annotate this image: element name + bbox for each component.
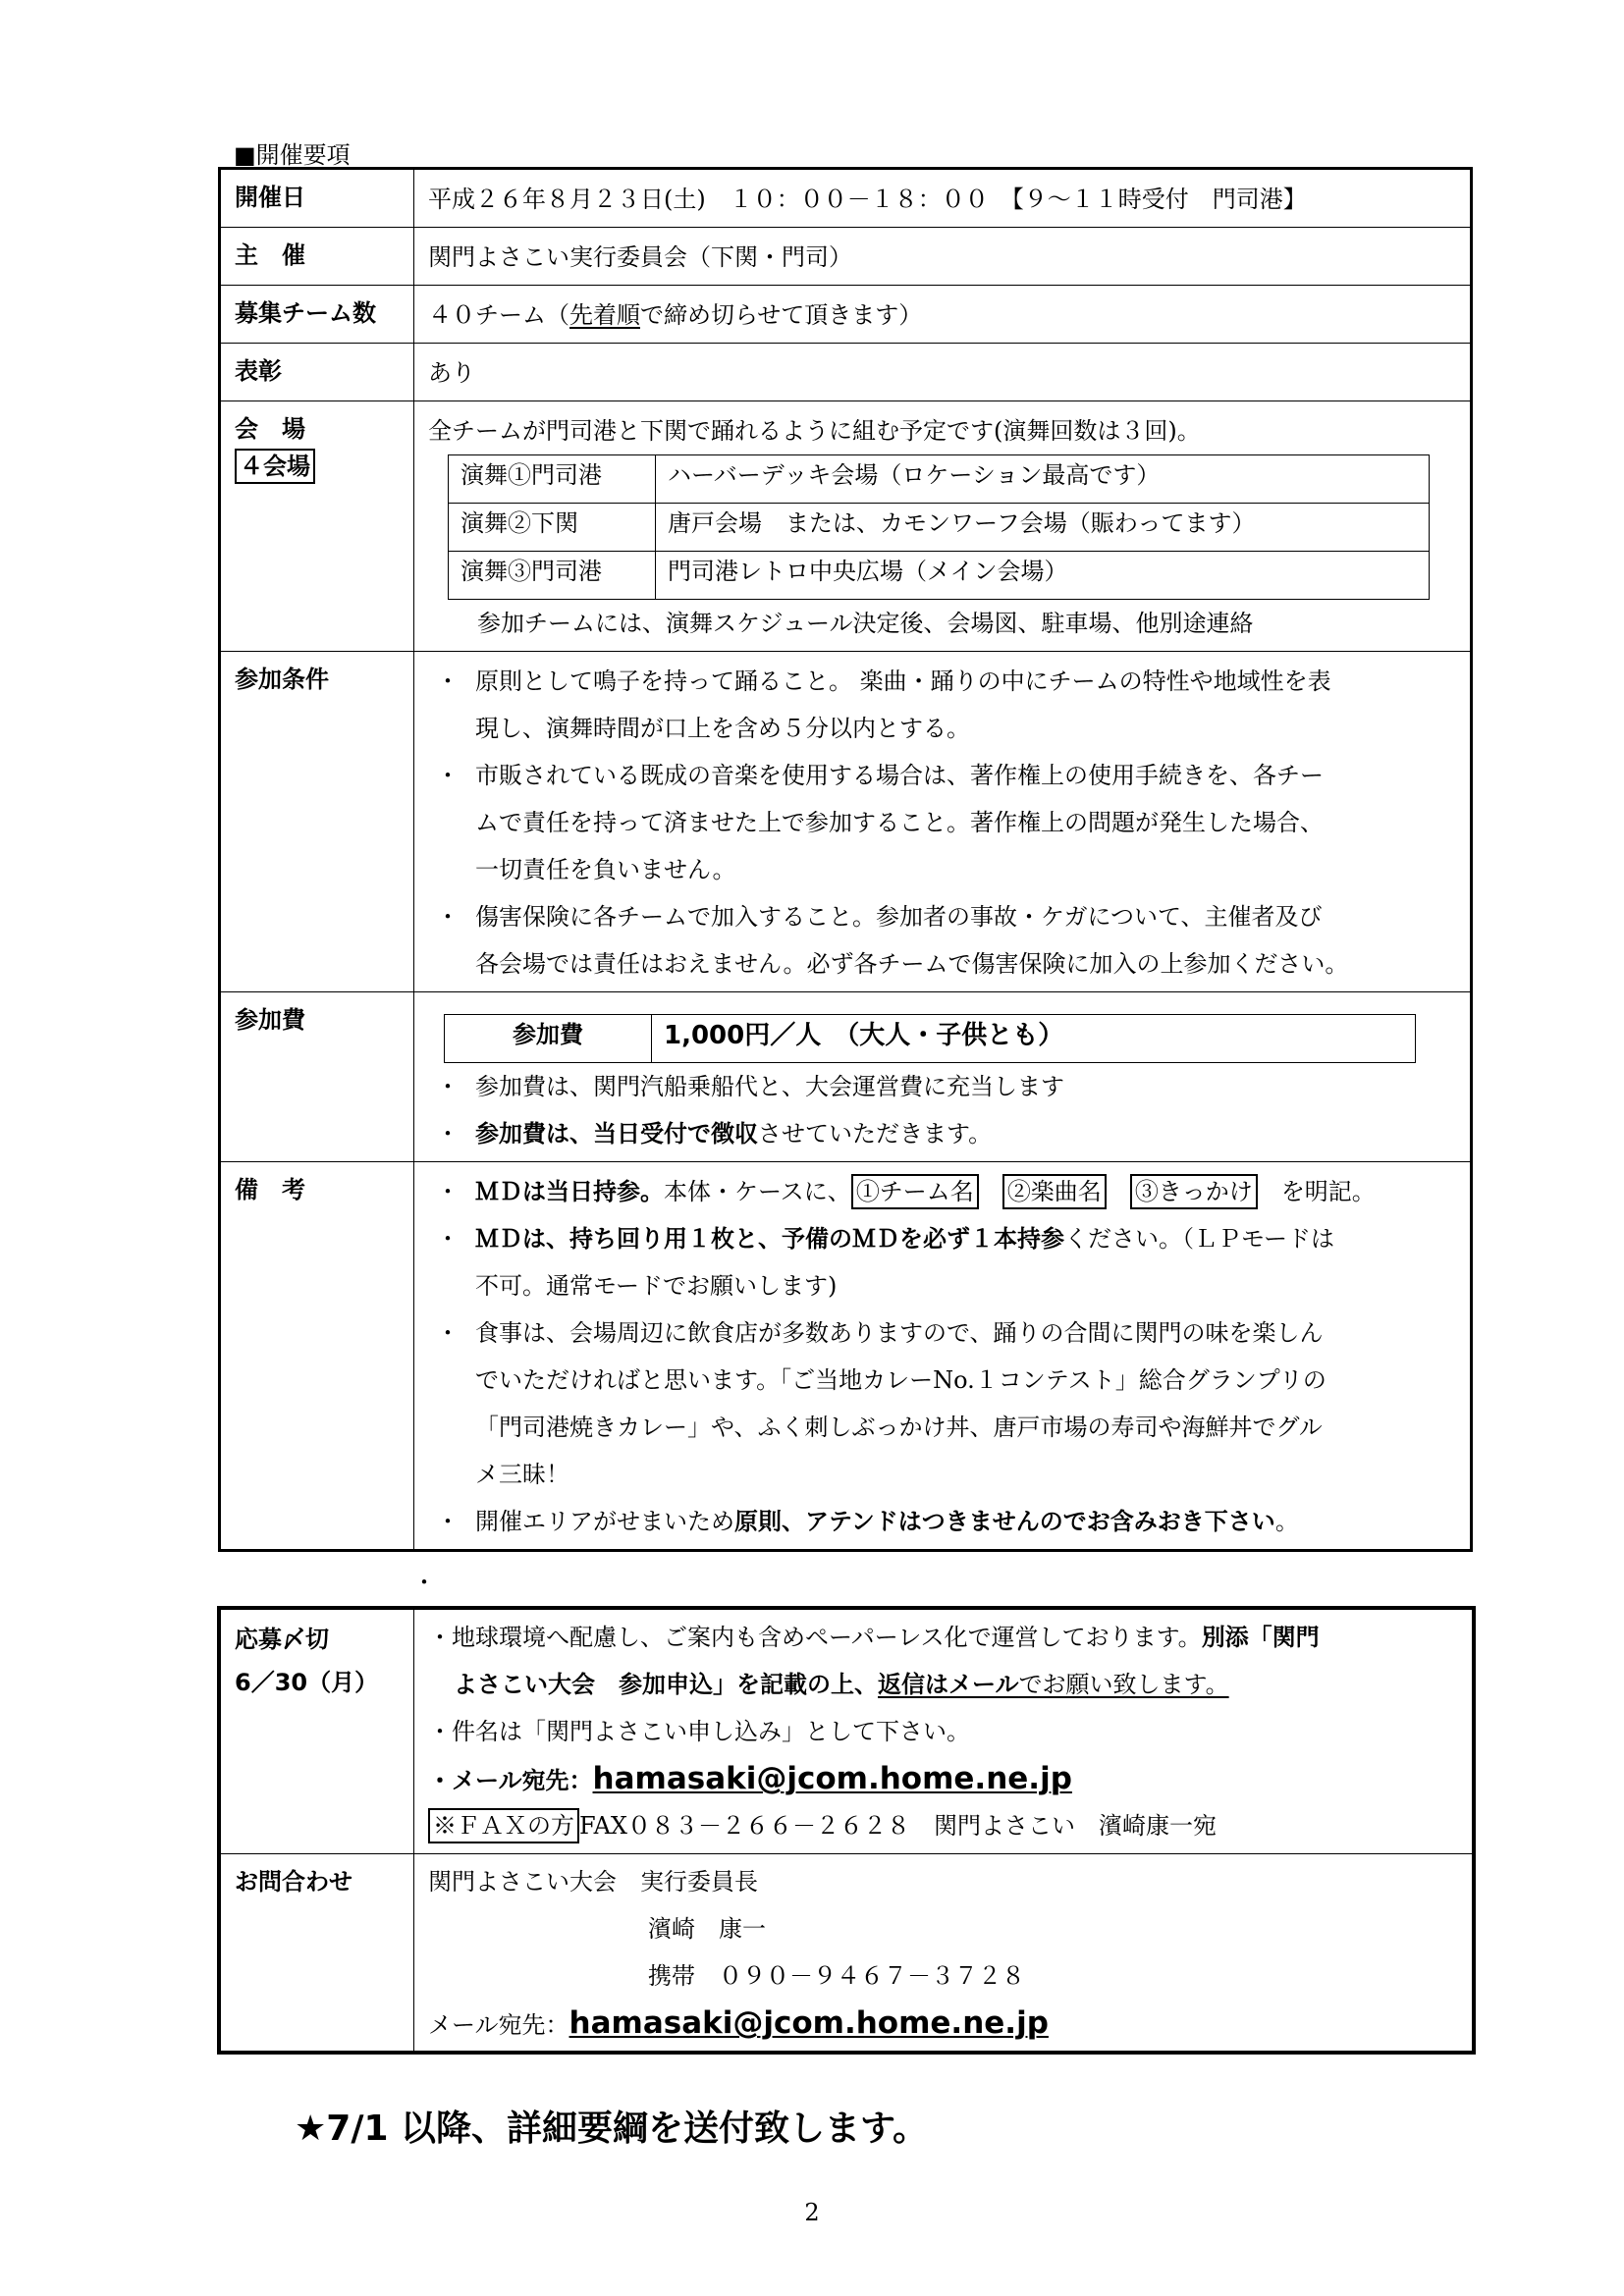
closing-note: ★7/1 以降、詳細要綱を送付致します。 [295,2109,929,2149]
contact-label: お問合わせ [219,1854,414,2054]
condition-line: 原則として鳴子を持って踊ること。 楽曲・踊りの中にチームの特性や地域性を表 [475,667,1331,695]
venue-detail: 唐戸会場 または、カモンワーフ会場（賑わってます） [656,504,1430,552]
venue-row [449,504,1430,552]
conditions-label: 参加条件 [220,652,414,992]
bullet: ・ [436,762,460,789]
remark-item: ・ 開催エリアがせまいため原則、アテンドはつきませんのでお含みおき下さい。 [428,1498,1460,1545]
row-conditions [220,652,1472,992]
bullet: ・ [436,1120,460,1148]
row-teams [220,286,1472,344]
page-number: 2 [804,2199,820,2226]
condition-item [428,752,1460,893]
stray-bullet: ・ [412,1569,436,1596]
host-label: 主 催 [220,228,414,286]
award-value: あり [428,359,475,387]
contact-name: 濱崎 康一 [648,1915,766,1943]
bullet: ・ [436,903,460,931]
bullet: ・ [436,1178,460,1205]
fee-box [444,1014,1416,1063]
deadline-label: 応募〆切 [235,1626,329,1653]
remark-item: ・ ＭＤは、持ち回り用１枚と、予備のＭＤを必ず１本持参ください。（ＬＰモードは 不可。通常モードでお願いします) [428,1215,1460,1309]
condition-line: 現し、演舞時間が口上を含め５分以内とする。 [475,715,970,742]
bullet: ・ [436,1073,460,1100]
venue-name: 演舞③門司港 [449,552,656,600]
venue-intro: 全チームが門司港と下関で踊れるように組む予定です(演舞回数は３回)。 [428,417,1201,445]
deadline-label-cell [219,1608,414,1854]
contact-phone: 携帯 ０９０－９４６７－３７２８ [648,1962,1025,1990]
venue-list-table [448,454,1430,600]
venue-name: 演舞②下関 [449,504,656,552]
venue-name: 演舞①門司港 [449,455,656,504]
row-remarks [220,1162,1472,1551]
fee-note: ・ 参加費は、当日受付で徴収させていただきます。 [428,1110,1460,1157]
row-date [220,169,1472,228]
md-label-team: ①チーム名 [851,1174,979,1209]
remark-item: ・ 食事は、会場周辺に飲食店が多数ありますので、踊りの合間に関門の味を楽しん でいただければと思います。「ご当地カレーNo.１コンテスト」総合グランプリの 「門司港焼きカレー」や、ふく刺しぶっかけ丼、唐戸市場の寿司や海鮮丼でグル メ三昧！ [428,1309,1460,1498]
row-contact: お問合わせ 関門よさこい大会 実行委員長 濱崎 康一 携帯 ０９０－９４６７－３７２８ メール宛先：hamasaki@jcom.home.ne.jp [219,1854,1474,2054]
fee-box-label: 参加費 [445,1015,652,1063]
venue-detail: 門司港レトロ中央広場（メイン会場） [656,552,1430,600]
row-venue [220,401,1472,652]
venue-note: 参加チームには、演舞スケジュール決定後、会場図、駐車場、他別途連絡 [477,610,1254,637]
fee-box-value: 1,000円／人 （大人・子供とも） [652,1015,1416,1063]
bullet: ・ [436,667,460,695]
award-label: 表彰 [220,344,414,401]
bullet: ・ [436,1319,460,1347]
md-label-cue: ③きっかけ [1130,1174,1258,1209]
teams-value: ４０チーム（先着順で締め切らせて頂きます） [428,301,923,329]
condition-line: 市販されている既成の音楽を使用する場合は、著作権上の使用手続きを、各チー [475,762,1324,789]
venue-label: 会 場 [235,415,305,443]
application-table [217,1606,1476,2055]
mail-link[interactable]: hamasaki@jcom.home.ne.jp [592,1761,1072,1796]
condition-item [428,893,1460,988]
fee-label: 参加費 [220,992,414,1162]
remarks-label: 備 考 [220,1162,414,1551]
event-details-table [218,167,1473,1552]
row-award [220,344,1472,401]
venue-badge: ４会場 [235,449,315,484]
date-value: 平成２６年８月２３日(土) １０：００－１８：００ 【９～１１時受付 門司港】 [428,186,1307,213]
teams-label: 募集チーム数 [220,286,414,344]
remark-item: ・ ＭＤは当日持参。本体・ケースに、 ①チーム名 ②楽曲名 ③きっかけ を明記。 [428,1168,1460,1215]
venue-detail: ハーバーデッキ会場（ロケーション最高です） [656,455,1430,504]
venue-row [449,552,1430,600]
contact-mail-link[interactable]: hamasaki@jcom.home.ne.jp [568,2005,1049,2041]
fax-label: ※ＦＡＸの方 [428,1808,579,1843]
bullet: ・ [436,1225,460,1253]
row-application: 応募〆切 6／30（月） ・地球環境へ配慮し、ご案内も含めペーパーレス化で運営しております。別添「関門 よさこい大会 参加申込」を記載の上、返信はメールでお願い致します。 ・件名は「関門よさこい申し込み」として下さい。 ・メール宛先：hamasaki@jcom.home.ne.jp ※ＦＡＸの方 FAX０８３－２６６－２６２８ 関門よさこい 濱崎康一宛 [219,1608,1474,1854]
condition-line: 各会場では責任はおえません。必ず各チームで傷害保険に加入の上参加ください。 [475,950,1349,978]
row-fee [220,992,1472,1162]
venue-row [449,455,1430,504]
fee-note: ・ 参加費は、関門汽船乗船代と、大会運営費に充当します [428,1063,1460,1110]
venue-label-cell [220,401,414,652]
date-label: 開催日 [220,169,414,228]
condition-line: ムで責任を持って済ませた上で参加すること。著作権上の問題が発生した場合、 [475,809,1324,836]
md-label-song: ②楽曲名 [1002,1174,1107,1209]
contact-org: 関門よさこい大会 実行委員長 [428,1868,758,1896]
section-title: ■開催要項 [234,141,351,169]
bullet: ・ [436,1508,460,1535]
row-host [220,228,1472,286]
condition-line: 傷害保険に各チームで加入すること。参加者の事故・ケガについて、主催者及び [475,903,1323,931]
condition-line: 一切責任を負いません。 [475,856,736,883]
host-value: 関門よさこい実行委員会（下関・門司） [428,243,852,271]
condition-item [428,658,1460,752]
deadline-date: 6／30（月） [235,1669,379,1696]
